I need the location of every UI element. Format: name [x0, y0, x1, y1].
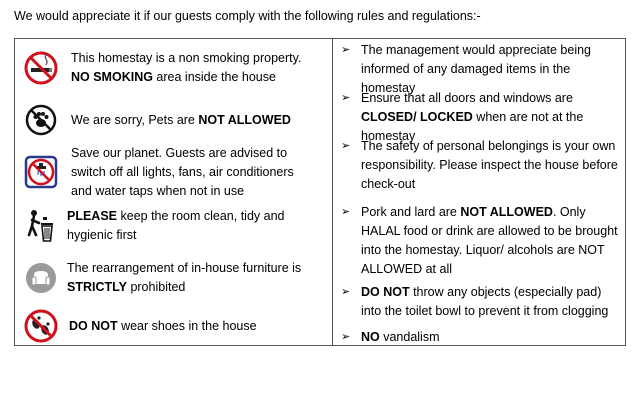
armchair-icon — [15, 262, 67, 294]
rule-emphasis: CLOSED/ LOCKED — [361, 110, 473, 124]
rule-emphasis: NOT ALLOWED — [198, 112, 291, 127]
rules-table — [14, 38, 626, 346]
arrow-bullet-icon: ➢ — [341, 331, 351, 343]
no-smoking-icon — [15, 51, 67, 85]
rule-item — [341, 203, 619, 279]
rule-row-pets — [15, 101, 332, 139]
rule-text: Save our planet. Guests are advised to switch off all lights, fans, air conditioners and water taps when not in use — [71, 145, 294, 198]
rule-emphasis: PLEASE — [67, 209, 118, 223]
rule-row-smoking — [15, 45, 332, 91]
rule-text: prohibited — [126, 280, 186, 294]
rule-emphasis: NO SMOKING — [71, 70, 153, 84]
rule-item — [341, 137, 619, 194]
rule-item — [341, 328, 619, 347]
rule-text: . Only HALAL food or drink are allowed to be brought into the homestay. Liquor/ alcohols are NOT ALLOWED at all — [361, 205, 618, 276]
rule-text: This homestay is a non smoking property. — [71, 51, 302, 65]
rule-text: Ensure that all doors and windows are — [361, 91, 573, 105]
rule-text: area inside the house — [152, 70, 276, 84]
rule-text: Pork and lard are — [361, 205, 461, 219]
rule-text: throw any objects (especially pad) into the toilet bowl to prevent it from clogging — [361, 285, 609, 318]
arrow-bullet-icon: ➢ — [341, 44, 351, 56]
rule-text: vandalism — [379, 330, 440, 344]
rule-text: wear shoes in the house — [117, 318, 257, 333]
rule-row-furniture — [15, 255, 332, 301]
rule-emphasis: STRICTLY — [67, 280, 127, 294]
no-pets-icon — [15, 104, 67, 136]
rule-emphasis: NO — [361, 330, 380, 344]
rule-text: keep the room clean, tidy and hygienic first — [67, 209, 285, 242]
save-energy-icon — [15, 155, 67, 189]
rule-emphasis: DO NOT — [69, 318, 118, 333]
rule-emphasis: NOT ALLOWED — [460, 205, 553, 219]
no-shoes-icon — [15, 309, 67, 343]
arrow-bullet-icon: ➢ — [341, 206, 351, 218]
rule-item — [341, 283, 619, 321]
arrow-bullet-icon: ➢ — [341, 92, 351, 104]
rule-row-energy — [15, 143, 332, 201]
trash-bin-icon — [15, 209, 67, 243]
rule-row-shoes — [15, 307, 332, 345]
rule-text: when are not at the homestay — [361, 110, 584, 143]
arrow-bullet-icon: ➢ — [341, 286, 351, 298]
arrow-bullet-icon: ➢ — [341, 140, 351, 152]
rule-text: The rearrangement of in-house furniture is — [67, 261, 302, 275]
rule-text: We are sorry, Pets are — [71, 112, 199, 127]
intro-text: We would appreciate it if our guests comply with the following rules and regulations:- — [14, 9, 481, 23]
rule-row-clean — [15, 205, 332, 247]
rule-text: The management would appreciate being informed of any damaged items in the homestay — [361, 43, 592, 95]
rule-text: The safety of personal belongings is your own responsibility. Please inspect the house before check-out — [361, 139, 618, 191]
rule-emphasis: DO NOT — [361, 285, 410, 299]
left-rules-column — [15, 39, 333, 345]
right-rules-column — [333, 39, 625, 345]
